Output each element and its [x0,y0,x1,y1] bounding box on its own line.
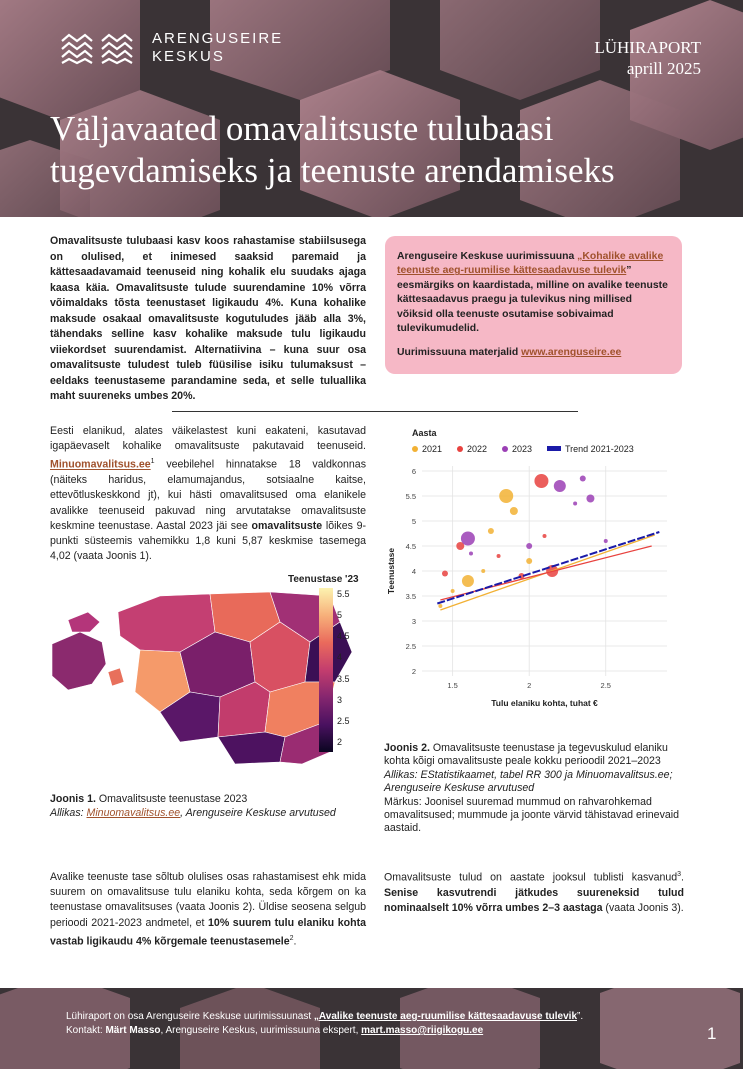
data-point [580,476,586,482]
data-point [438,604,442,608]
text-bold: 10% suurem tulu elaniku kohta vastab ligikaudu 4% kõrgemale teenustasemele [50,916,366,948]
data-point [573,502,577,506]
source-prefix: Allikas: [50,806,87,819]
data-point [451,589,455,593]
report-type: LÜHIRAPORT [594,38,701,57]
map-legend-ticks [337,588,361,752]
map-legend-tick: 3 [337,694,343,705]
figure-source: Allikas: EStatistikaamet, tabel RR 300 ja Minuomavalitsus.ee; Arenguseire Keskuse arvutused [384,768,673,795]
org-name-line2: KESKUS [152,48,225,65]
y-tick-label: 3 [411,617,416,626]
callout-text: Arenguseire Keskuse uurimissuuna [397,251,578,262]
y-tick-label: 3.5 [405,592,416,601]
y-tick-label: 4.5 [405,542,416,551]
text: lõikes 9-punkti süsteemis vahemikku 1,8 kuni 5,87 keskmise tasemega 4,02 (vaata Joonis 1). [50,519,366,563]
map-legend-tick: 4.5 [337,631,350,642]
figure-note: Märkus: Joonisel suuremad mummud on rahvarohkemad omavalitsused; mummude ja joonte värvid tähistavad erinevaid aastaid. [384,795,680,835]
estonia-choropleth-map [40,572,360,772]
text: Kontakt: [66,1025,106,1036]
data-point [442,571,448,577]
callout-materials [397,346,670,360]
map-legend-title: Teenustase '23 [288,574,359,585]
map-legend-tick: 4 [337,652,343,663]
legend-marker [502,446,508,452]
legend-label: 2022 [467,444,488,454]
footnote-ref[interactable]: 2 [289,934,294,942]
map-legend-tick: 3.5 [337,673,350,684]
text: . [293,935,297,948]
text: . [681,871,684,884]
y-tick-label: 5.5 [405,492,416,501]
text: Eesti elanikud, alates väikelastest kuni eakateni, kasutavad igapäevaselt kohalike omavalitsuste pakutavaid teenuseid. [50,425,366,453]
text: veebilehel hinnatakse 18 valdkonnas (näiteks haridus, elamumajandus, sotsiaalne kaitse, ettevõtluskeskkond jt), kui hästi omavalitsused oma elanikele avalikke teenuseid pakuvad ning arvutatakse omavalitsuste keskmine teenustase. Aastal 2023 jäi see [50,458,366,532]
figure-title: Omavalitsuste teenustase ja tegevuskulud elaniku kohta kõigi omavalitsuste peale kokku perioodil 2021–2023 [384,742,668,768]
research-link[interactable]: „Kohalike avalike teenuste aeg-ruumilise kättesaadavuse tulevik [397,251,664,277]
data-point [481,569,485,573]
text: Avalike teenuste tase sõltub olulises osas rahastamisest ehk mida suurem on omavalitsuse tulu elaniku kohta, seda kõrgem on ka teenustase omavalitsuses (vaata Joonis 2). Üldise seosena selgub perioodi 2021-2023 andmetel, et [50,871,366,929]
data-point [488,528,494,534]
footer-text [66,1010,583,1038]
body-paragraph-1 [50,424,366,564]
page-number: 1 [707,1024,717,1043]
text: , Arenguseire Keskus, uurimissuuna ekspert, [160,1025,362,1036]
y-tick-label: 4 [411,567,416,576]
data-point [469,552,473,556]
y-axis-label: Teenustase [386,547,396,595]
text: ”. [577,1011,584,1022]
text: Lühiraport on osa Arenguseire Keskuse uurimissuunast [66,1011,314,1022]
text: Omavalitsuste tulud on aastate jooksul tublisti kasvanud [384,871,678,884]
legend-marker [412,446,418,452]
body-paragraph-3 [384,867,684,916]
scatter-chart [382,424,682,729]
data-point [510,507,518,515]
org-logo[interactable] [60,30,283,66]
figure-label: Joonis 1. [50,793,96,805]
figure-label: Joonis 2. [384,742,430,754]
data-point [526,543,532,549]
footer-line-2 [66,1024,583,1038]
x-tick-label: 2.5 [600,681,611,690]
figure-2-chart [382,424,682,729]
y-tick-label: 6 [411,467,416,476]
data-point [604,539,608,543]
data-point [543,534,547,538]
data-point [586,495,594,503]
org-name-line1: ARENGUSEIRE [152,30,284,47]
data-point [526,558,532,564]
source-suffix: , Arenguseire Keskuse arvutused [180,806,336,819]
figure-title: Omavalitsuste teenustase 2023 [95,793,248,805]
y-tick-label: 5 [411,517,416,526]
data-point [534,474,548,488]
legend-label: Trend 2021-2023 [565,444,634,454]
legend-title: Aasta [412,428,437,438]
y-tick-label: 2.5 [405,642,416,651]
footnote-ref[interactable]: 3 [677,871,682,878]
callout-text: ” eesmärgiks on kaardistada, milline on avalike teenuste kättesaadavus praegu ja tulevikus ning millised võiksid olla teenuste osutamise sobivaimad tulevikumudelid. [397,265,668,335]
map-legend-tick: 5 [337,610,343,621]
callout-paragraph [397,250,670,336]
contact-email-link[interactable]: mart.masso@riigikogu.ee [361,1025,484,1036]
legend-label: 2023 [512,444,533,454]
section-divider [172,411,578,412]
footer-research-link[interactable]: „Avalike teenuste aeg-ruumilise kättesaadavuse tulevik [313,1011,578,1022]
research-callout [385,236,682,374]
legend-label: 2021 [422,444,443,454]
callout-text: Uurimissuuna materjalid [397,347,522,359]
footer-line-1 [66,1010,583,1024]
data-point [497,554,501,558]
logo-mark-icon [60,31,134,65]
source-link[interactable]: Minuomavalitsus.ee [86,806,181,819]
y-tick-label: 2 [411,667,416,676]
minuomavalitsus-link[interactable]: Minuomavalitsus.ee [50,458,151,471]
x-tick-label: 1.5 [447,681,458,690]
text: (vaata Joonis 3). [602,901,684,914]
figure-1-map [40,572,360,772]
data-point [461,532,475,546]
website-link[interactable]: www.arenguseire.ee [521,347,622,359]
data-point [499,489,513,503]
contact-name: Märt Masso [105,1025,161,1036]
map-legend-tick: 2.5 [337,715,350,726]
page-title: Väljavaated omavalitsuste tulubaasi tugevdamiseks ja teenuste arendamiseks [50,109,615,190]
map-legend-tick: 2 [337,737,343,747]
legend-marker [547,446,561,451]
text-bold: omavalitsuste [251,519,323,532]
map-color-scale [319,588,333,752]
legend-marker [457,446,463,452]
map-legend-tick: 5.5 [337,589,350,599]
intro-summary: Omavalitsuste tulubaasi kasv koos rahastamise stabiilsusega on olulised, et inimesed saaksid paremaid ja kättesaadavamaid teenuseid ning kohalik elu suudaks ajaga kaasa käia. Omavalitsuste tulude suurendamine 10% võrra võimaldaks tõsta teenustaset ligikaudu 4%. Kuna kohalike maksude osakaal omavalitsuste kogutuludes jääb alla 3%, tähendaks selline kasv kohalike maksude tulu ligikaudu viiekordset suurendamist. Alternatiivina – kuna suur osa omavalitsuste tuludest tuleb füüsilise isiku tulumaksust – eeldaks teenustaseme parandamine seda, et selle tuluallika maht suureneks umbes 20%. [50,235,366,402]
text-bold: Senise kasvutrendi jätkudes suureneksid tulud nominaalselt 10% võrra umbes 2–3 aastaga [384,886,684,914]
data-point [462,575,474,587]
figure-2-caption [384,742,684,836]
figure-1-caption [50,793,366,820]
report-info [594,37,701,79]
data-point [554,480,566,492]
body-paragraph-2 [50,870,366,950]
x-axis-label: Tulu elaniku kohta, tuhat € [491,698,598,708]
report-date: aprill 2025 [626,59,701,78]
x-tick-label: 2 [527,681,532,690]
footnote-ref[interactable]: 1 [150,458,155,466]
header-banner [0,0,743,217]
